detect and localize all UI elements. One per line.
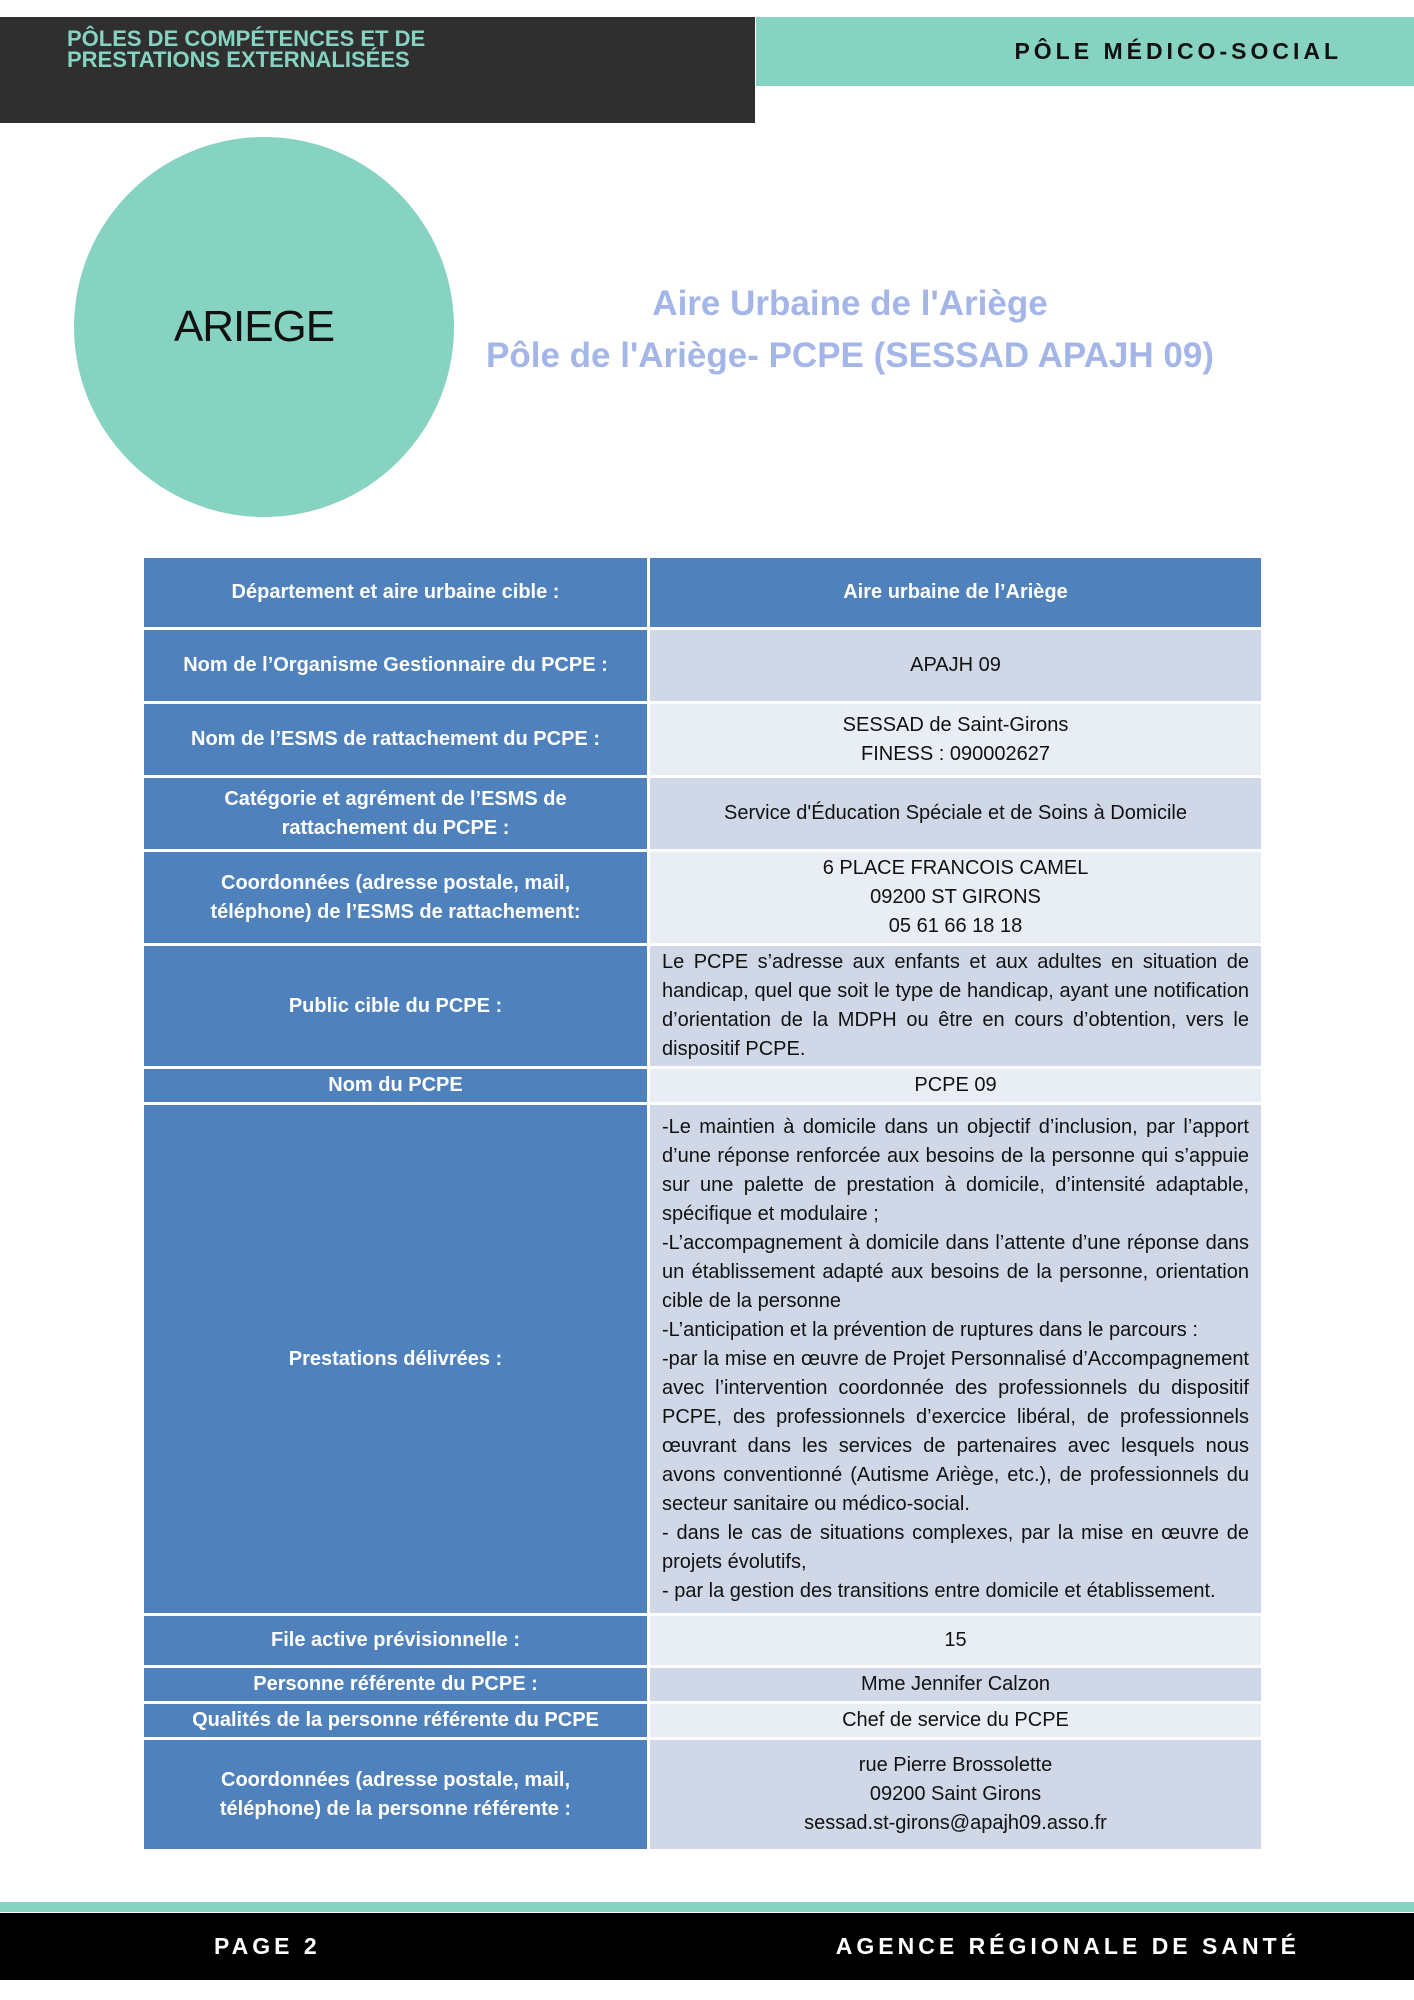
prest-p5: - dans le cas de situations complexes, par la mise en œuvre de projets évolutifs, bbox=[662, 1521, 1249, 1573]
table-row bbox=[143, 703, 1263, 777]
dept-value: Aire urbaine de l’Ariège bbox=[649, 557, 1263, 629]
header-left-line1: PÔLES DE COMPÉTENCES ET DE bbox=[67, 26, 426, 51]
table-row bbox=[143, 1739, 1263, 1851]
esms-value-line1: SESSAD de Saint-Girons bbox=[842, 713, 1069, 736]
page-title-line2: Pôle de l'Ariège- PCPE (SESSAD APAJH 09) bbox=[486, 336, 1214, 375]
coord-value-line3: 05 61 66 18 18 bbox=[888, 915, 1023, 937]
page-title-line1: Aire Urbaine de l'Ariège bbox=[652, 284, 1048, 323]
esms-value bbox=[649, 703, 1263, 777]
qual-label: Qualités de la personne référente du PCPE bbox=[143, 1703, 649, 1739]
cat-label-line1: Catégorie et agrément de l’ESMS de bbox=[224, 787, 567, 810]
table-row bbox=[143, 777, 1263, 851]
footer-bar bbox=[0, 1913, 1414, 1980]
prest-p1: -Le maintien à domicile dans un objectif d’inclusion, par l’apport d’une réponse renforcée aux besoins de la personne qui s’appuie sur une palette de prestation à domicile, d’intensité adaptable, spécifique et modulaire ; bbox=[662, 1115, 1249, 1225]
public-value: Le PCPE s’adresse aux enfants et aux adultes en situation de handicap, quel que soit le type de handicap, ayant une notification d’orientation de la MDPH ou être en cours d’obtention, vers le dispositif PCPE. bbox=[649, 945, 1263, 1068]
table-row bbox=[143, 1615, 1263, 1667]
table-row bbox=[143, 851, 1263, 945]
org-value: APAJH 09 bbox=[649, 629, 1263, 703]
prest-label: Prestations délivrées : bbox=[143, 1104, 649, 1615]
prest-value bbox=[649, 1104, 1263, 1615]
table-row bbox=[143, 1104, 1263, 1615]
table-row bbox=[143, 1068, 1263, 1104]
header-left-banner bbox=[0, 17, 755, 123]
table-row bbox=[143, 629, 1263, 703]
refcoord-label-line2: téléphone) de la personne référente : bbox=[219, 1797, 572, 1820]
page-number: PAGE 2 bbox=[214, 1933, 321, 1959]
department-circle bbox=[74, 137, 454, 517]
refcoord-label-line1: Coordonnées (adresse postale, mail, bbox=[221, 1768, 570, 1791]
cat-label bbox=[143, 777, 649, 851]
coord-value bbox=[649, 851, 1263, 945]
prest-p6: - par la gestion des transitions entre domicile et établissement. bbox=[662, 1579, 1216, 1602]
prest-p4: -par la mise en œuvre de Projet Personnalisé d’Accompagnement avec l’intervention coordonnée des professionnels du dispositif PCPE, des professionnels d’exercice libéral, de professionnels œuvrant dans les services de partenaires avec lesquels nous avons conventionné (Autisme Ariège, etc.), de professionnels du secteur sanitaire ou médico-social. bbox=[662, 1347, 1249, 1515]
table-row bbox=[143, 945, 1263, 1068]
refcoord-value-line1: rue Pierre Brossolette bbox=[858, 1754, 1053, 1776]
cat-label-line2: rattachement du PCPE : bbox=[281, 816, 510, 839]
dept-label: Département et aire urbaine cible : bbox=[143, 557, 649, 629]
table-row bbox=[143, 557, 1263, 629]
department-circle-label: ARIEGE bbox=[173, 302, 335, 351]
header-left-line2: PRESTATIONS EXTERNALISÉES bbox=[67, 47, 410, 72]
nom-label: Nom du PCPE bbox=[143, 1068, 649, 1104]
coord-value-line2: 09200 ST GIRONS bbox=[870, 886, 1041, 908]
qual-value: Chef de service du PCPE bbox=[649, 1703, 1263, 1739]
esms-label: Nom de l’ESMS de rattachement du PCPE : bbox=[143, 703, 649, 777]
table-row bbox=[143, 1667, 1263, 1703]
prest-p3: -L’anticipation et la prévention de ruptures dans le parcours : bbox=[662, 1318, 1198, 1341]
coord-label-line2: téléphone) de l’ESMS de rattachement: bbox=[210, 900, 581, 923]
refcoord-label bbox=[143, 1739, 649, 1851]
refcoord-email[interactable]: sessad.st-girons@apajh09.asso.fr bbox=[804, 1812, 1107, 1834]
agency-name: AGENCE RÉGIONALE DE SANTÉ bbox=[835, 1933, 1300, 1959]
footer-accent-strip bbox=[0, 1902, 1414, 1912]
header-right-banner bbox=[756, 17, 1414, 86]
refcoord-value-line2: 09200 Saint Girons bbox=[869, 1783, 1042, 1805]
header-right-text: PÔLE MÉDICO-SOCIAL bbox=[1014, 38, 1342, 64]
nom-value: PCPE 09 bbox=[649, 1068, 1263, 1104]
prest-p2: -L’accompagnement à domicile dans l’attente d’une réponse dans un établissement adapté aux besoins de la personne, orientation cible de la personne bbox=[662, 1231, 1249, 1312]
esms-value-line2: FINESS : 090002627 bbox=[860, 742, 1050, 765]
ref-label: Personne référente du PCPE : bbox=[143, 1667, 649, 1703]
coord-label bbox=[143, 851, 649, 945]
coord-value-line1: 6 PLACE FRANCOIS CAMEL bbox=[822, 857, 1089, 879]
refcoord-value bbox=[649, 1739, 1263, 1851]
table-row bbox=[143, 1703, 1263, 1739]
public-label: Public cible du PCPE : bbox=[143, 945, 649, 1068]
pcpe-info-table bbox=[141, 555, 1264, 1852]
cat-value: Service d'Éducation Spéciale et de Soins à Domicile bbox=[649, 777, 1263, 851]
coord-label-line1: Coordonnées (adresse postale, mail, bbox=[221, 871, 570, 894]
file-value: 15 bbox=[649, 1615, 1263, 1667]
file-label: File active prévisionnelle : bbox=[143, 1615, 649, 1667]
page-title bbox=[470, 278, 1230, 382]
ref-value: Mme Jennifer Calzon bbox=[649, 1667, 1263, 1703]
org-label: Nom de l’Organisme Gestionnaire du PCPE : bbox=[143, 629, 649, 703]
